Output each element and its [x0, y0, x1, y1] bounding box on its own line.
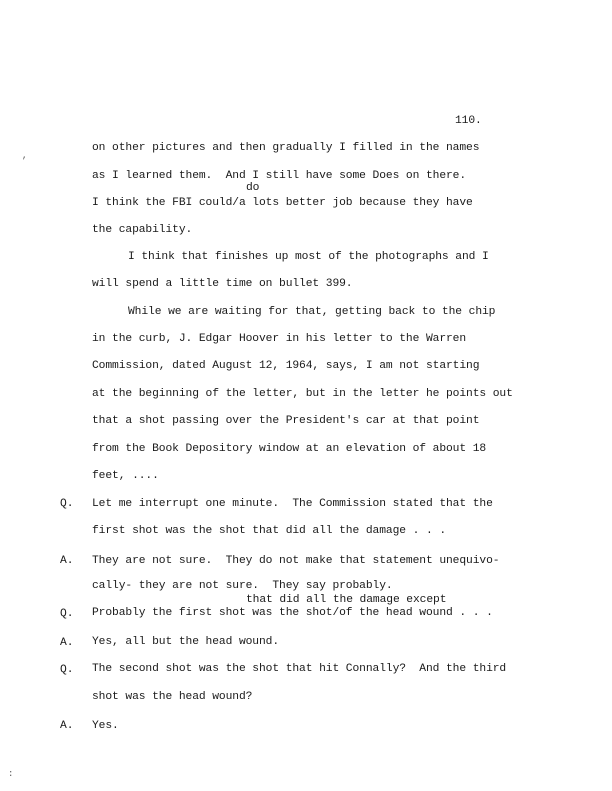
transcript-line: at the beginning of the letter, but in the letter he points out — [92, 388, 513, 400]
transcript-line: the capability. — [92, 224, 193, 236]
transcript-line: Yes. — [92, 720, 119, 732]
transcript-line: Commission, dated August 12, 1964, says, I am not starting — [92, 360, 480, 372]
transcript-line: first shot was the shot that did all the damage . . . — [92, 525, 446, 537]
speaker-label: A. — [60, 720, 74, 732]
transcript-line: I think the FBI could/a lots better job because they have — [92, 197, 473, 209]
transcript-line: will spend a little time on bullet 399. — [92, 278, 353, 290]
page-number: 110. — [455, 115, 482, 127]
transcript-line: in the curb, J. Edgar Hoover in his letter to the Warren — [92, 333, 467, 345]
transcript-line: as I learned them. And I still have some Does on there. — [92, 170, 467, 182]
transcript-line: feet, .... — [92, 470, 159, 482]
transcript-line: The second shot was the shot that hit Connally? And the third — [92, 663, 507, 675]
transcript-line: I think that finishes up most of the photographs and I — [128, 251, 489, 263]
transcript-line: While we are waiting for that, getting back to the chip — [128, 306, 496, 318]
transcript-line: They are not sure. They do not make that statement unequivo- — [92, 555, 500, 567]
transcript-line: Let me interrupt one minute. The Commission stated that the — [92, 498, 493, 510]
handwritten-insertion: that did all the damage except — [246, 594, 447, 606]
margin-mark: : — [8, 769, 14, 779]
transcript-line: from the Book Depository window at an elevation of about 18 — [92, 443, 487, 455]
transcript-line: that a shot passing over the President's car at that point — [92, 415, 480, 427]
speaker-label: Q. — [60, 608, 74, 620]
handwritten-insertion: do — [246, 182, 260, 194]
transcript-line: Probably the first shot was the shot/of the head wound . . . — [92, 607, 493, 619]
speaker-label: A. — [60, 555, 74, 567]
transcript-line: Yes, all but the head wound. — [92, 636, 280, 648]
margin-mark: , — [22, 151, 28, 161]
transcript-line: shot was the head wound? — [92, 691, 253, 703]
speaker-label: Q. — [60, 664, 74, 676]
transcript-line: on other pictures and then gradually I filled in the names — [92, 142, 480, 154]
transcript-line: cally- they are not sure. They say probably. — [92, 580, 393, 592]
speaker-label: A. — [60, 637, 74, 649]
speaker-label: Q. — [60, 498, 74, 510]
